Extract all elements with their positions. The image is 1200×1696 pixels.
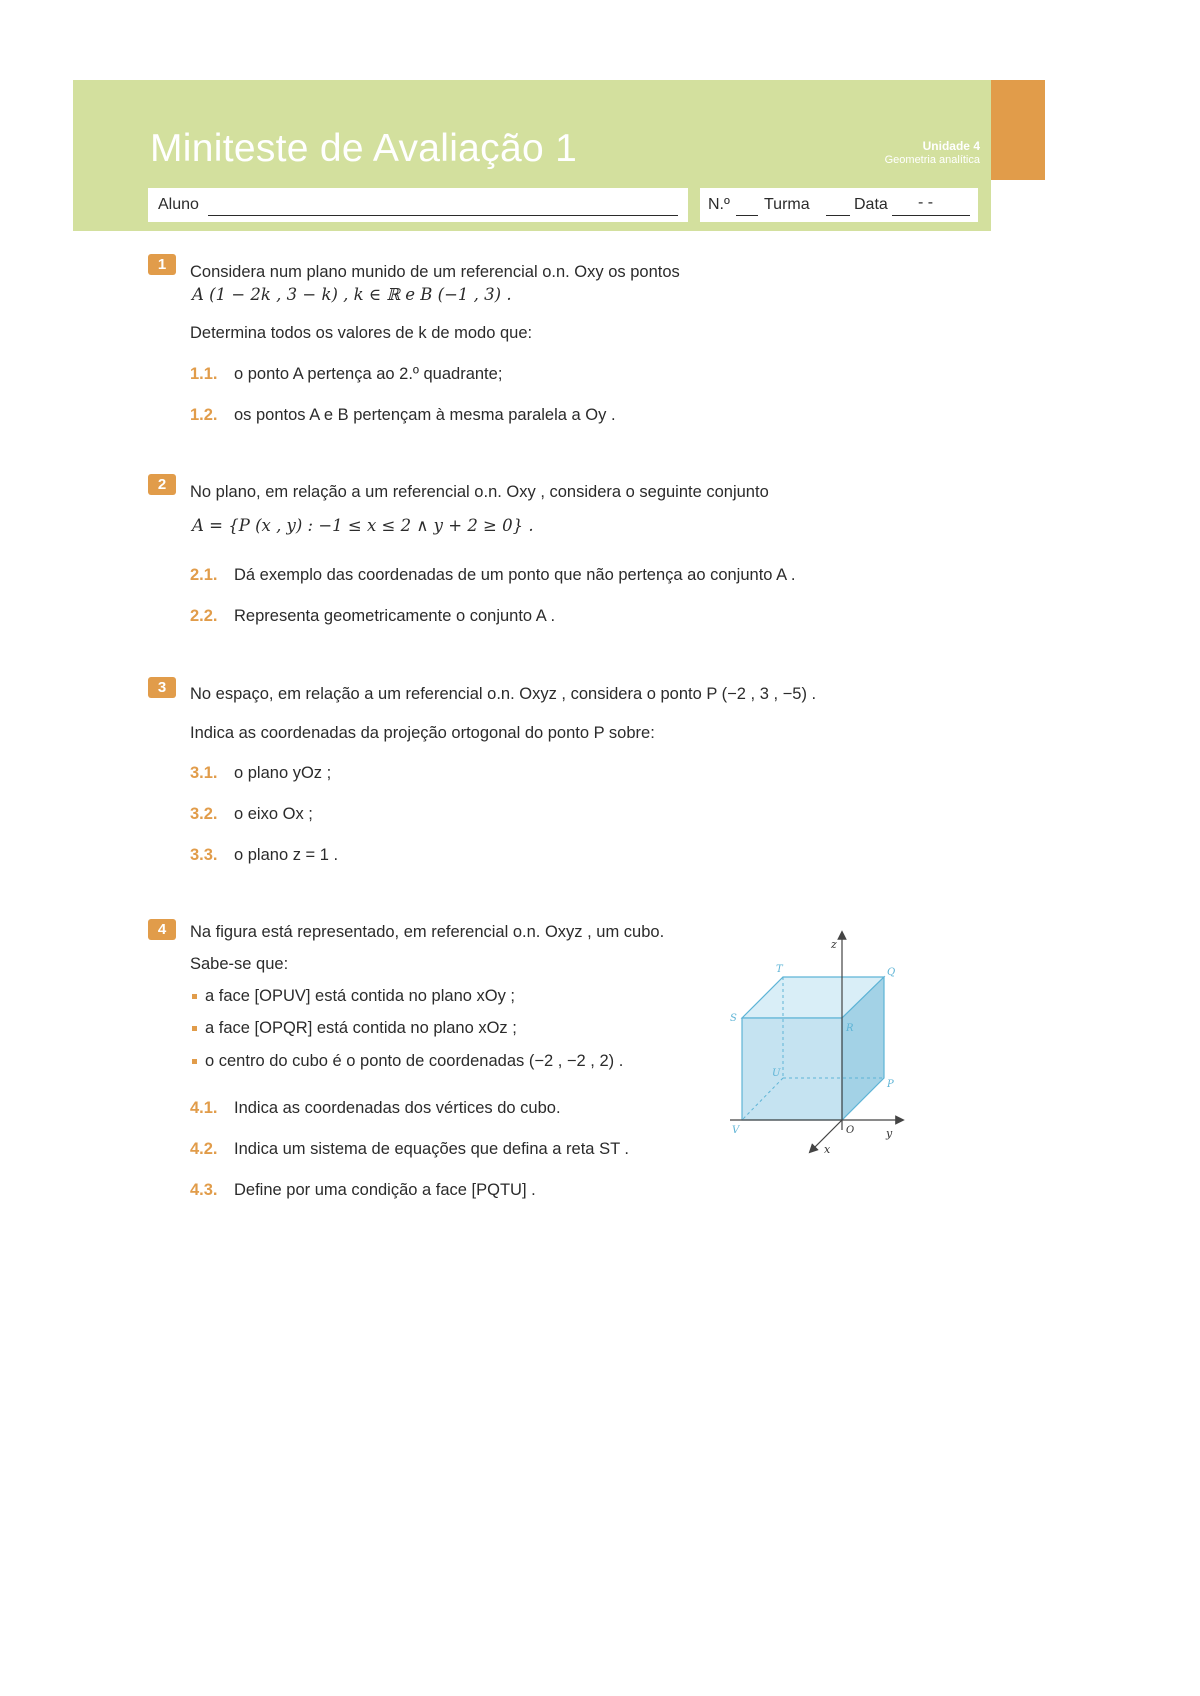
q4-given: Sabe-se que: — [190, 955, 289, 973]
date-placeholder: - - — [918, 194, 934, 211]
q1-1-number: 1.1. — [190, 365, 218, 383]
q2-2-text: Representa geometricamente o conjunto A . — [234, 607, 556, 625]
number-line — [736, 215, 758, 216]
label-S: S — [730, 1013, 737, 1024]
q3-2-text: o eixo Ox ; — [234, 805, 313, 823]
q3-3-number: 3.3. — [190, 846, 218, 864]
q4-3-number: 4.3. — [190, 1181, 218, 1199]
q2-1-text: Dá exemplo das coordenadas de um ponto que não pertença ao conjunto A . — [234, 566, 796, 584]
question-number-3: 3 — [148, 677, 176, 698]
q3-2-number: 3.2. — [190, 805, 218, 823]
question-number-1: 1 — [148, 254, 176, 275]
q1-2-number: 1.2. — [190, 406, 218, 424]
label-U: U — [772, 1068, 781, 1079]
q4-1-text: Indica as coordenadas dos vértices do cubo. — [234, 1099, 561, 1117]
student-info-field[interactable] — [700, 188, 978, 222]
q2-set-definition: A = {P (x , y) : −1 ≤ x ≤ 2 ∧ y + 2 ≥ 0} . — [192, 516, 534, 535]
q3-3-text: o plano z = 1 . — [234, 846, 339, 864]
q4-bullet-1: a face [OPUV] está contida no plano xOy ; — [205, 987, 516, 1005]
q4-2-number: 4.2. — [190, 1140, 218, 1158]
class-label: Turma — [764, 196, 810, 213]
question-number-4: 4 — [148, 919, 176, 940]
page-title: Miniteste de Avaliação 1 — [150, 127, 578, 170]
q1-statement: Considera num plano munido de um referencial o.n. Oxy os pontos — [190, 263, 680, 281]
label-y: y — [886, 1127, 893, 1140]
student-name-line — [208, 215, 678, 216]
q3-1-text: o plano yOz ; — [234, 764, 332, 782]
q4-bullet-3: o centro do cubo é o ponto de coordenadas (−2 , −2 , 2) . — [205, 1052, 624, 1070]
label-z: z — [831, 938, 837, 951]
q4-statement: Na figura está representado, em referencial o.n. Oxyz , um cubo. — [190, 923, 665, 941]
q3-1-number: 3.1. — [190, 764, 218, 782]
number-label: N.º — [708, 196, 730, 213]
date-label: Data — [854, 196, 888, 213]
label-R: R — [846, 1023, 854, 1034]
label-P: P — [887, 1079, 894, 1090]
q4-bullet-2: a face [OPQR] está contida no plano xOz ; — [205, 1019, 517, 1037]
bullet — [192, 994, 197, 999]
student-name-field[interactable] — [148, 188, 688, 222]
bullet — [192, 1026, 197, 1031]
unit-subtitle: Geometria analítica — [884, 154, 980, 166]
class-line — [826, 215, 850, 216]
q1-points: A (1 − 2k , 3 − k) , k ∈ ℝ e B (−1 , 3) . — [192, 285, 512, 304]
label-V: V — [732, 1125, 740, 1136]
q1-2-text: os pontos A e B pertençam à mesma paralela a Oy . — [234, 406, 616, 424]
q2-2-number: 2.2. — [190, 607, 218, 625]
label-Q: Q — [887, 967, 896, 978]
label-x: x — [824, 1143, 831, 1155]
q4-1-number: 4.1. — [190, 1099, 218, 1117]
q3-instruction: Indica as coordenadas da projeção ortogonal do ponto P sobre: — [190, 724, 655, 742]
label-O: O — [846, 1125, 855, 1136]
student-label: Aluno — [158, 196, 199, 213]
cube-figure — [720, 925, 910, 1155]
label-T: T — [776, 964, 783, 975]
unit-label: Unidade 4 — [922, 139, 980, 153]
bullet — [192, 1059, 197, 1064]
header-accent-tab — [991, 80, 1045, 180]
q1-instruction: Determina todos os valores de k de modo que: — [190, 324, 533, 342]
q2-statement: No plano, em relação a um referencial o.n. Oxy , considera o seguinte conjunto — [190, 483, 769, 501]
date-line — [892, 215, 970, 216]
question-number-2: 2 — [148, 474, 176, 495]
q1-1-text: o ponto A pertença ao 2.º quadrante; — [234, 365, 503, 383]
q2-1-number: 2.1. — [190, 566, 218, 584]
q4-2-text: Indica um sistema de equações que defina a reta ST . — [234, 1140, 630, 1158]
q4-3-text: Define por uma condição a face [PQTU] . — [234, 1181, 536, 1199]
q3-statement: No espaço, em relação a um referencial o.n. Oxyz , considera o ponto P (−2 , 3 , −5) . — [190, 685, 817, 703]
